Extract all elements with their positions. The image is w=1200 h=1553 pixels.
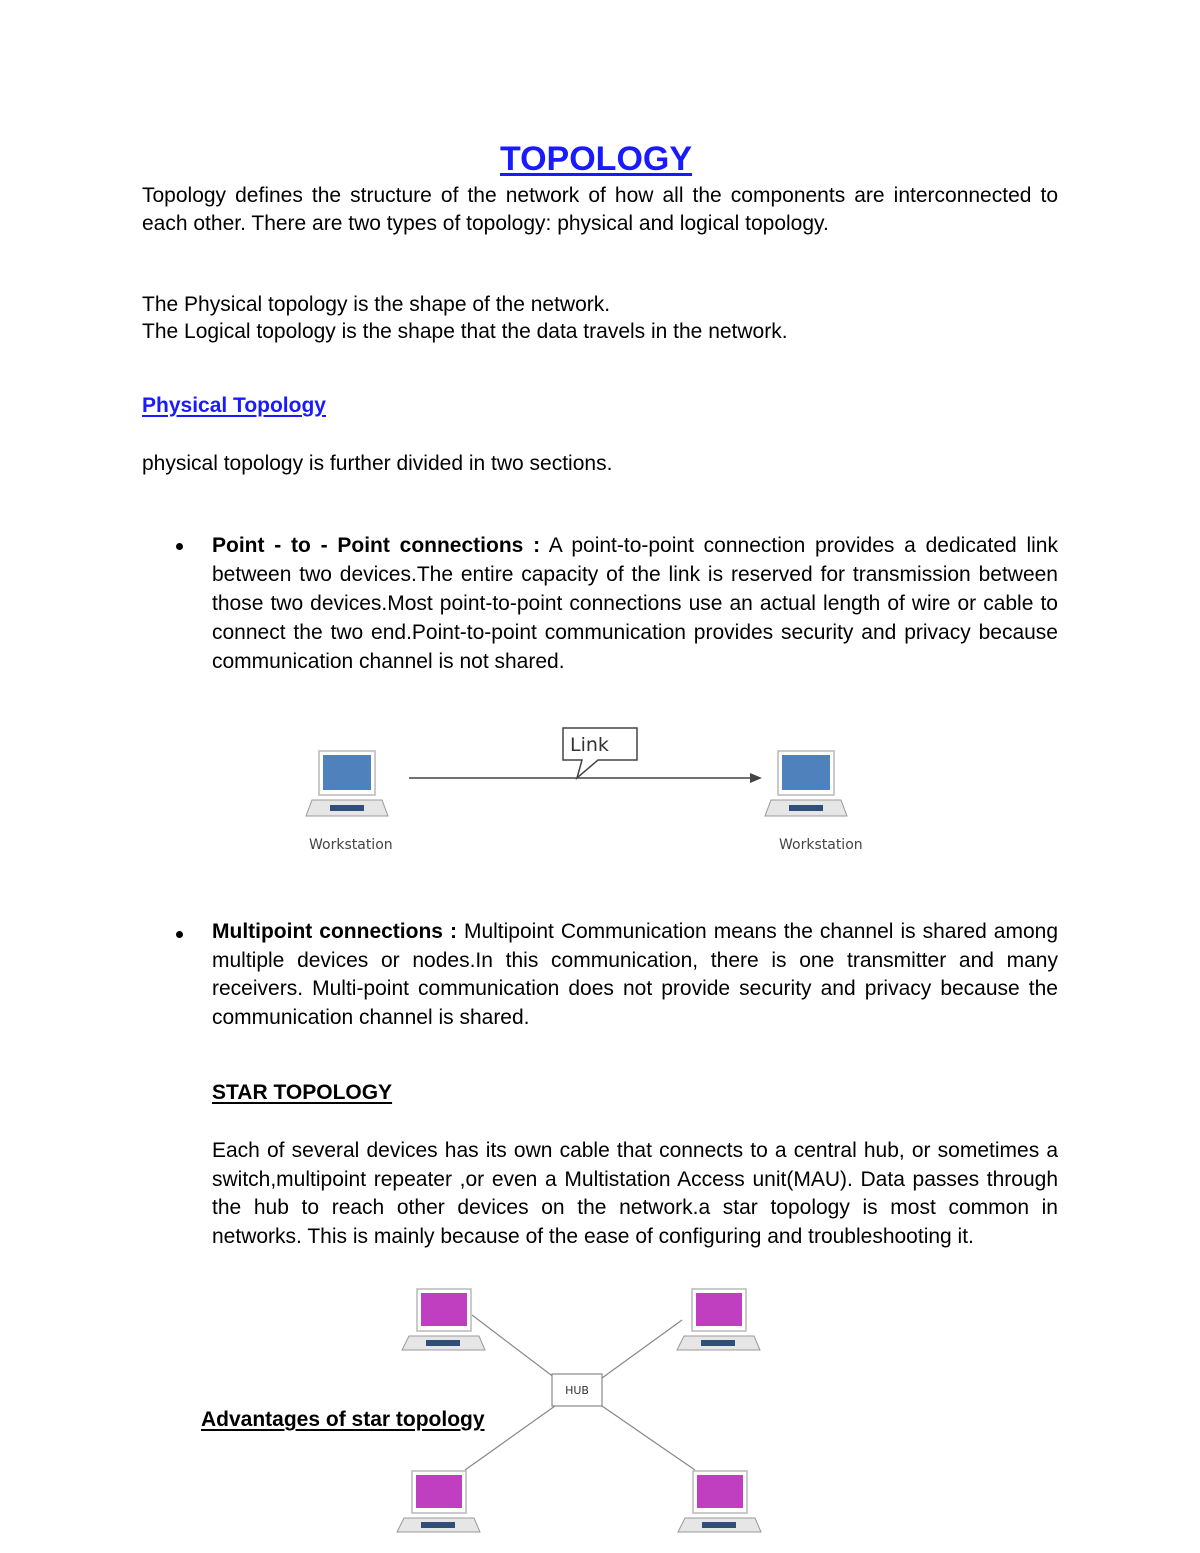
page-title: TOPOLOGY	[499, 140, 693, 178]
hub-label: HUB	[565, 1384, 589, 1397]
link-label: Link	[570, 734, 609, 756]
physical-intro: physical topology is further divided in two sections.	[142, 452, 613, 475]
workstation-label-right: Workstation	[779, 837, 863, 853]
bullet-point-to-point	[212, 531, 1058, 676]
workstation-icon	[677, 1289, 760, 1350]
star-topology-heading: STAR TOPOLOGY	[212, 1081, 393, 1104]
workstation-icon	[306, 751, 388, 816]
star-cable	[602, 1406, 695, 1470]
workstation-icon	[402, 1289, 485, 1350]
physical-definition: The Physical topology is the shape of the network.	[142, 293, 611, 316]
logical-definition: The Logical topology is the shape that the data travels in the network.	[142, 320, 788, 343]
intro-paragraph: Topology defines the structure of the network of how all the components are interconnected to each other. There are two types of topology: physical and logical topology.	[142, 184, 1058, 235]
bullet-label: Multipoint connections :	[212, 920, 457, 943]
workstation-icon	[765, 751, 847, 816]
workstation-icon	[397, 1471, 480, 1532]
bullet-body: A point-to-point connection provides a dedicated link between two devices.The entire capacity of the link is reserved for transmission between those two devices.Most point-to-point connections use an actual length of wire or cable to connect the two end.Point-to-point communication provides security and privacy because communication channel is not shared.	[212, 534, 1058, 673]
bullet-label: Point - to - Point connections :	[212, 534, 541, 557]
bullet-dot	[176, 543, 183, 550]
workstation-icon	[678, 1471, 761, 1532]
star-cable	[472, 1315, 555, 1378]
star-topology-paragraph: Each of several devices has its own cable that connects to a central hub, or sometimes a switch,multipoint repeater ,or even a Multistation Access unit(MAU). Data passes through the hub to reach other devices on the network.a star topology is most common in networks. This is mainly because of the ease of configuring and troubleshooting it.	[212, 1139, 1058, 1248]
bullet-dot	[176, 931, 183, 938]
arrow-head-icon	[750, 773, 762, 783]
workstation-label-left: Workstation	[309, 837, 393, 853]
advantages-heading: Advantages of star topology	[201, 1408, 485, 1431]
bullet-multipoint	[212, 918, 1058, 1032]
physical-topology-heading[interactable]: Physical Topology	[142, 394, 326, 417]
star-cable	[602, 1320, 682, 1378]
bullet-body: Multipoint Communication means the channel is shared among multiple devices or nodes.In this communication, there is one transmitter and many receivers. Multi-point communication does not provide security and privacy because the communication channel is shared.	[212, 920, 1059, 1029]
